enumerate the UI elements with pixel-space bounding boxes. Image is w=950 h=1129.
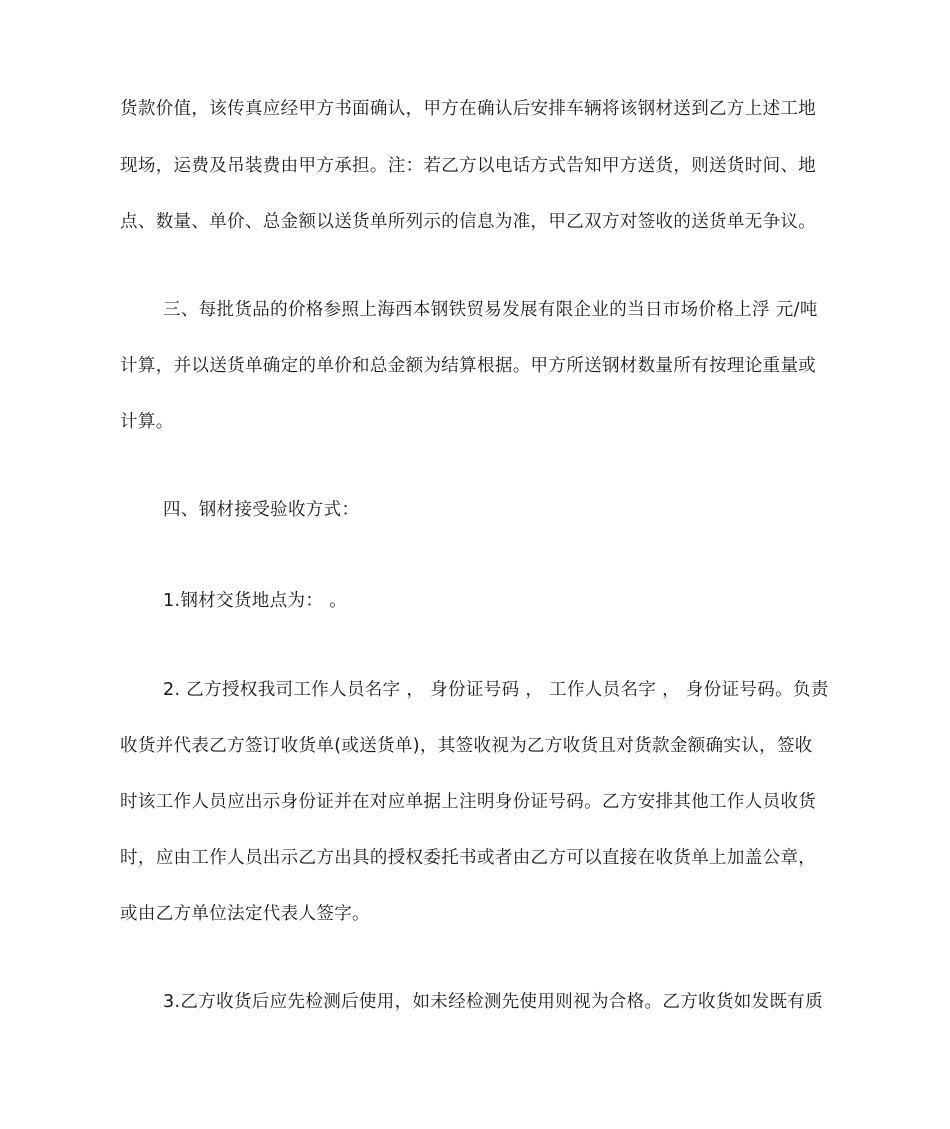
section-4-heading: 四、钢材接受验收方式： [163, 500, 360, 520]
item-2-first-line: 2. 乙方授权我司工作人员名字 ， 身份证号码 ， 工作人员名字 ， 身份证号码。负责 [163, 680, 829, 700]
section-3-first-line: 三、每批货品的价格参照上海西本钢铁贸易发展有限企业的当日市场价格上浮 元/吨 [163, 300, 818, 320]
item-3-first-line: 3.乙方收货后应先检测后使用，如未经检测先使用则视为合格。乙方收货如发既有质 [163, 992, 823, 1012]
text-line: 时该工作人员应出示身份证并在对应单据上注明身份证号码。乙方安排其他工作人员收货 [120, 792, 817, 812]
text-line: 计算，并以送货单确定的单价和总金额为结算根据。甲方所送钢材数量所有按理论重量或 [120, 356, 817, 376]
text-line: 时，应由工作人员出示乙方出具的授权委托书或者由乙方可以直接在收货单上加盖公章， [120, 848, 817, 868]
text-line: 收货并代表乙方签订收货单(或送货单)，其签收视为乙方收货且对货款金额确实认，签收 [120, 736, 813, 756]
text-line: 或由乙方单位法定代表人签字。 [120, 904, 370, 924]
text-line: 计算。 [120, 412, 174, 432]
text-line: 现场，运费及吊装费由甲方承担。注：若乙方以电话方式告知甲方送货，则送货时间、地 [120, 156, 817, 176]
text-line: 点、数量、单价、总金额以送货单所列示的信息为准，甲乙双方对签收的送货单无争议。 [120, 212, 817, 232]
item-1-line: 1.钢材交货地点为： 。 [163, 591, 347, 611]
text-line: 货款价值，该传真应经甲方书面确认，甲方在确认后安排车辆将该钢材送到乙方上述工地 [120, 99, 817, 119]
